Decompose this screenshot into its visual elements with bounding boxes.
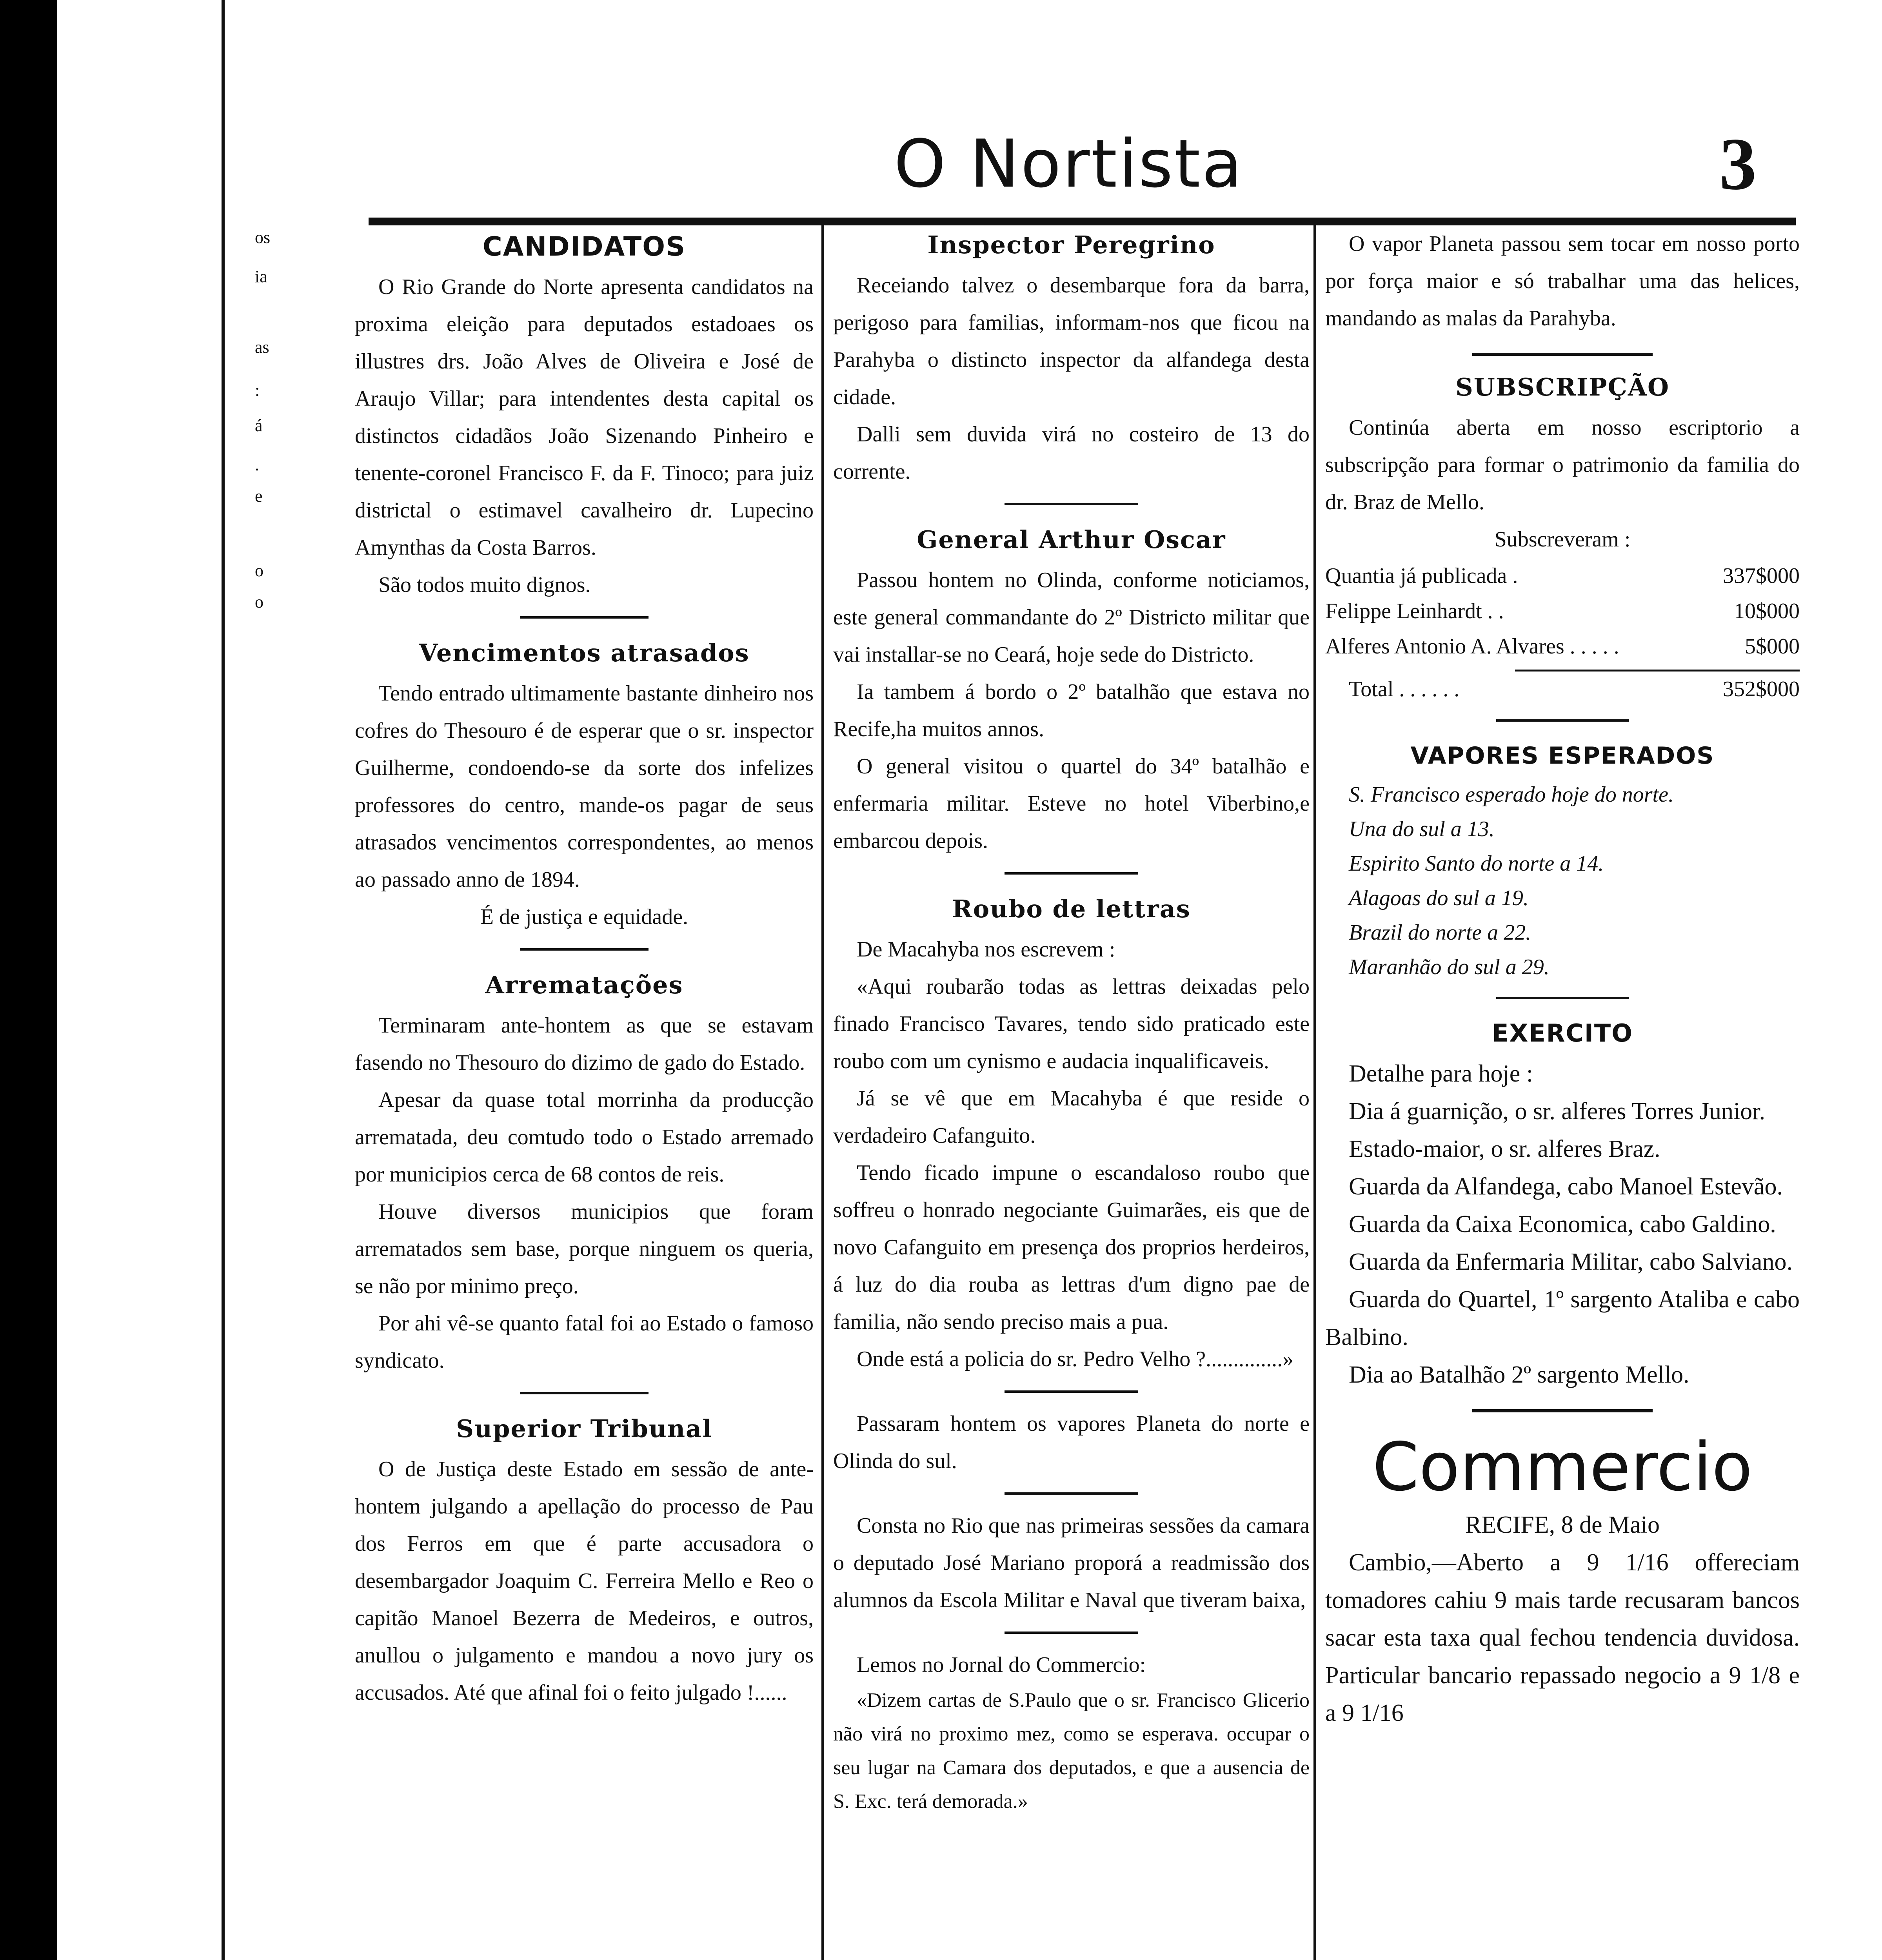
subscription-total-label: Total . . . . . . bbox=[1349, 677, 1460, 701]
article-paragraph: Por ahi vê-se quanto fatal foi ao Estado o famoso syndicato. bbox=[355, 1311, 814, 1373]
article-paragraph: Dalli sem duvida virá no costeiro de 13 do corrente. bbox=[833, 422, 1310, 484]
news-note: Consta no Rio que nas primeiras sessões da camara o deputado José Mariano proporá a readmissão dos alumnos da Escola Militar e Naval que tiveram baixa, bbox=[833, 1514, 1310, 1612]
divider-ornament bbox=[1325, 711, 1800, 730]
section-heading: Arrematações bbox=[485, 971, 683, 999]
list-item: S. Francisco esperado hoje do norte. bbox=[1349, 782, 1674, 807]
gutter-fragment: os bbox=[255, 228, 271, 247]
column-3 bbox=[1325, 225, 1800, 1960]
article-paragraph: Cambio,—Aberto a 9 1/16 offereciam tomadores cahiu 9 mais tarde recusaram bancos sacar esta taxa qual fechou tendencia duvidosa. Particular bancario repassado negocio a 9 1/8 e a 9 1/16 bbox=[1325, 1549, 1800, 1726]
article-paragraph: De Macahyba nos escrevem : bbox=[857, 937, 1115, 962]
list-item: Guarda da Caixa Economica, cabo Galdino. bbox=[1349, 1211, 1776, 1238]
article-paragraph: Receiando talvez o desembarque fora da barra, perigoso para familias, informam-nos que ficou na Parahyba o distincto inspector da alfandega desta cidade. bbox=[833, 273, 1310, 409]
masthead-area bbox=[251, 118, 1819, 212]
dateline: RECIFE, 8 de Maio bbox=[1465, 1512, 1660, 1538]
list-item: Detalhe para hoje : bbox=[1349, 1060, 1533, 1087]
divider-ornament bbox=[833, 1623, 1310, 1642]
gutter-fragment: á bbox=[255, 416, 263, 435]
divider-ornament bbox=[355, 940, 814, 959]
divider-ornament bbox=[833, 494, 1310, 514]
divider-ornament bbox=[1325, 988, 1800, 1008]
article-paragraph: Tendo ficado impune o escandaloso roubo que soffreu o honrado negociante Guimarães, eis que de novo Cafanguito em presença dos proprios herdeiros, á luz do dia rouba as lettras d'um digno pae de familia, não sendo preciso mais a pua. bbox=[833, 1161, 1310, 1334]
list-item: Guarda do Quartel, 1º sargento Ataliba e cabo Balbino. bbox=[1325, 1286, 1800, 1350]
list-item: Estado-maior, o sr. alferes Braz. bbox=[1349, 1136, 1660, 1162]
section-heading: VAPORES ESPERADOS bbox=[1410, 742, 1715, 769]
divider-ornament bbox=[833, 864, 1310, 883]
list-item: Una do sul a 13. bbox=[1349, 817, 1495, 841]
article-paragraph: Passou hontem no Olinda, conforme noticiamos, este general commandante do 2º Districto militar que vai installar-se no Ceará, hoje sede do Districto. bbox=[833, 568, 1310, 667]
article-paragraph: O de Justiça deste Estado em sessão de ante-hontem julgando a apellação do processo de Pau dos Ferros em que é parte accusadora o desembargador Joaquim C. Ferreira Mello e Reo o capitão Manoel Bezerra de Medeiros, e outros, anullou o julgamento e mandou a novo jury os accusados. Até que afinal foi o feito julgado !...... bbox=[355, 1457, 814, 1705]
gutter-fragment: e bbox=[255, 486, 263, 506]
column-1 bbox=[355, 225, 814, 1960]
article-paragraph: «Aqui roubarão todas as lettras deixadas pelo finado Francisco Tavares, tendo sido praticado este roubo com um cynismo e audacia inqualificaveis. bbox=[833, 975, 1310, 1073]
subscription-amount: 10$000 bbox=[1734, 599, 1800, 623]
newspaper-title: O Nortista bbox=[894, 125, 1244, 202]
article-paragraph: É de justiça e equidade. bbox=[480, 905, 688, 929]
news-note: Passaram hontem os vapores Planeta do norte e Olinda do sul. bbox=[833, 1412, 1310, 1473]
article-paragraph: Apesar da quase total morrinha da producção arrematada, deu comtudo todo o Estado arremado por municipios cerca de 68 contos de reis. bbox=[355, 1088, 814, 1187]
divider-rule bbox=[1472, 1409, 1653, 1412]
header-rule bbox=[369, 218, 1796, 225]
article-paragraph: Já se vê que em Macahyba é que reside o verdadeiro Cafanguito. bbox=[833, 1086, 1310, 1148]
column-rule bbox=[821, 220, 824, 1960]
subscription-total-row bbox=[1325, 671, 1800, 707]
article-paragraph: Ia tambem á bordo o 2º batalhão que estava no Recife,ha muitos annos. bbox=[833, 680, 1310, 741]
gutter-fragment: o bbox=[255, 592, 263, 612]
list-item: Guarda da Enfermaria Militar, cabo Salviano. bbox=[1349, 1249, 1793, 1275]
section-heading: Vencimentos atrasados bbox=[419, 639, 750, 667]
subscription-label: Felippe Leinhardt . . bbox=[1325, 599, 1504, 623]
subscription-total-amount: 352$000 bbox=[1723, 677, 1800, 701]
column-rule bbox=[1313, 220, 1316, 1960]
subscription-amount: 5$000 bbox=[1745, 634, 1800, 659]
subscription-amount: 337$000 bbox=[1723, 564, 1800, 588]
section-heading: SUBSCRIPÇÃO bbox=[1455, 373, 1669, 401]
list-item: Alagoas do sul a 19. bbox=[1349, 886, 1529, 910]
article-paragraph: Terminaram ante-hontem as que se estavam fasendo no Thesouro do dizimo de gado do Estado. bbox=[355, 1013, 814, 1075]
article-paragraph: O general visitou o quartel do 34º batalhão e enfermaria militar. Esteve no hotel Viberbino,e embarcou depois. bbox=[833, 754, 1310, 853]
list-item: Guarda da Alfandega, cabo Manoel Estevão. bbox=[1349, 1173, 1783, 1200]
gutter-fragment: . bbox=[255, 455, 259, 474]
article-paragraph: Continúa aberta em nosso escriptorio a subscripção para formar o patrimonio da familia do dr. Braz de Mello. bbox=[1325, 416, 1800, 514]
list-item: Espirito Santo do norte a 14. bbox=[1349, 851, 1604, 876]
news-note: O vapor Planeta passou sem tocar em nosso porto por força maior e só trabalhar uma das helices, mandando as malas da Parahyba. bbox=[1325, 232, 1800, 330]
article-paragraph: Houve diversos municipios que foram arrematados sem base, porque ninguem os queria, se não por minimo preço. bbox=[355, 1200, 814, 1298]
divider-ornament bbox=[833, 1382, 1310, 1401]
list-item: Dia ao Batalhão 2º sargento Mello. bbox=[1349, 1361, 1689, 1388]
section-heading: Inspector Peregrino bbox=[927, 230, 1215, 259]
subscription-label: Alferes Antonio A. Alvares . . . . . bbox=[1325, 634, 1619, 659]
list-item: Dia á guarnição, o sr. alferes Torres Junior. bbox=[1349, 1098, 1765, 1125]
subscription-row bbox=[1325, 558, 1800, 593]
divider-ornament bbox=[355, 1383, 814, 1403]
article-paragraph: Tendo entrado ultimamente bastante dinheiro nos cofres do Thesouro é de esperar que o sr. inspector Guilherme, condoendo-se da sorte dos infelizes professores do centro, mande-os pagar de seus atrasados vencimentos correspondentes, ao menos ao passado anno de 1894. bbox=[355, 681, 814, 892]
list-item: Brazil do norte a 22. bbox=[1349, 920, 1531, 945]
article-paragraph: O Rio Grande do Norte apresenta candidatos na proxima eleição para deputados estadoaes os illustres drs. João Alves de Oliveira e José de Araujo Villar; para intendentes desta capital os distinctos cidadãos João Sizenando Pinheiro e tenente-coronel Francisco F. da F. Tinoco; para juiz districtal o estimavel cavalheiro dr. Lupecino Amynthas da Costa Barros. bbox=[355, 275, 814, 560]
news-note-quote: «Dizem cartas de S.Paulo que o sr. Francisco Glicerio não virá no proximo mez, como se esperava. occupar o seu lugar na Camara dos deputados, e que a ausencia de S. Exc. terá demorada.» bbox=[833, 1689, 1310, 1813]
gutter-fragment: : bbox=[255, 381, 260, 400]
gutter-rule bbox=[222, 0, 225, 1960]
list-item: Maranhão do sul a 29. bbox=[1349, 955, 1550, 979]
page-number: 3 bbox=[1719, 123, 1757, 205]
divider-rule bbox=[1472, 353, 1653, 356]
subheading: Subscreveram : bbox=[1494, 527, 1631, 552]
subscription-row bbox=[1325, 629, 1800, 664]
scan-edge-black-bar bbox=[0, 0, 57, 1960]
article-paragraph: São todos muito dignos. bbox=[378, 573, 591, 597]
subscription-label: Quantia já publicada . bbox=[1325, 564, 1518, 588]
article-paragraph: Onde está a policia do sr. Pedro Velho ?..............» bbox=[857, 1347, 1294, 1371]
section-heading: General Arthur Oscar bbox=[917, 525, 1226, 554]
subscription-row bbox=[1325, 593, 1800, 629]
section-heading: CANDIDATOS bbox=[482, 231, 686, 262]
divider-ornament bbox=[833, 1484, 1310, 1503]
section-heading: EXERCITO bbox=[1492, 1019, 1633, 1047]
gutter-fragment: as bbox=[255, 338, 269, 357]
left-gutter bbox=[57, 0, 271, 1960]
news-note: Lemos no Jornal do Commercio: bbox=[857, 1653, 1146, 1677]
divider-ornament bbox=[355, 608, 814, 627]
section-heading: Commercio bbox=[1372, 1428, 1753, 1506]
gutter-fragment: ia bbox=[255, 267, 267, 286]
section-heading: Superior Tribunal bbox=[456, 1414, 712, 1443]
section-heading: Roubo de lettras bbox=[952, 895, 1191, 923]
gutter-fragment: o bbox=[255, 561, 263, 580]
column-2 bbox=[833, 225, 1310, 1960]
